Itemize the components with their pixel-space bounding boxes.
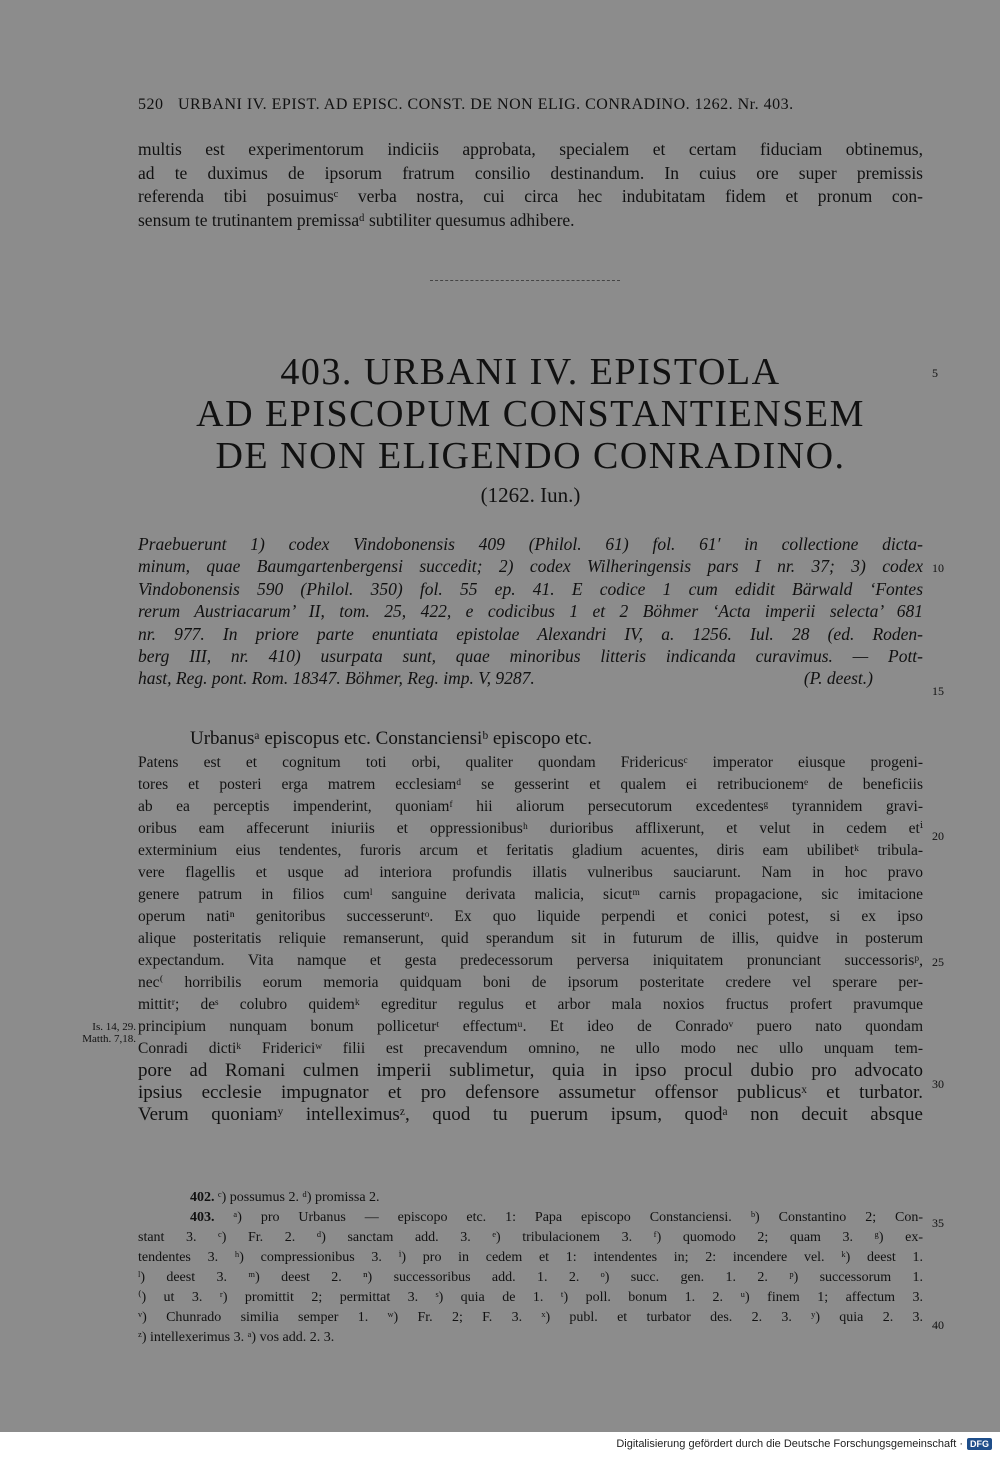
page-number: 520 [138,96,164,113]
note-text: ᵃ) pro Urbanus — episcopo etc. 1: Papa episcopo Constanciensi. ᵇ) Constantino 2; Con- [233,1210,924,1225]
preface-line: berg III, nr. 410) usurpata sunt, quae minoribus litteris indicanda curavimus. — Pott- [138,646,923,667]
body-line: principium nunquam bonum polliceturᵗ effectumᵘ. Et ideo de Conradoᵛ puero nato quondam [138,1018,923,1035]
note-line: tendentes 3. ʰ) compressionibus 3. ⁱ) pro in cedem et 1: intendentes in; 2: incendere vel. ᵏ) deest 1. [138,1250,923,1265]
body-line: nec⁽ horribilis eorum memoria quidquam boni de ipsorum posteritate credere vel sperare per- [138,974,923,991]
running-title: URBANI IV. EPIST. AD EPISC. CONST. DE NON ELIG. CONRADINO. 1262. Nr. 403. [178,96,794,113]
text-line: ad te duximus de ipsorum fratrum consilio destinandum. In cuius ore super premissis [138,162,923,183]
line-number: 10 [932,561,944,575]
preface-line: minum, quae Baumgartenbergensi succedit; 2) codex Wilheringensis pars I nr. 37; 3) codex [138,556,923,577]
note-line: ⁽) ut 3. ʳ) promittit 2; permittat 3. ˢ) quia de 1. ᵗ) poll. bonum 1. 2. ᵘ) finem 1; affectum 3. [138,1290,923,1305]
letter-title-line-2: AD EPISCOPUM CONSTANTIENSEM [196,393,865,435]
text-line: multis est experimentorum indiciis approbata, specialem et certam fiduciam obtinemus, [138,139,923,159]
note-403-first [138,1208,923,1228]
body-line-large: ipsius ecclesie impugnator et pro defensore assumetur offensor publicusˣ et turbator. [138,1082,923,1103]
preface-line: rerum Austriacarum’ II, tom. 25, 422, e codicibus 1 et 2 Böhmer ‘Acta imperii selecta’ 681 [138,601,923,622]
section-divider [430,280,620,281]
running-header [138,96,794,114]
note-text: ᶜ) possumus 2. ᵈ) promissa 2. [218,1190,380,1205]
letter-date: (1262. Iun.) [480,483,581,507]
line-number: 5 [932,366,938,380]
dfg-logo: DFG [967,1438,992,1450]
text-line: referenda tibi posuimusᶜ verba nostra, cui circa hec indubitatam fidem et pronum con- [138,186,923,207]
preface-line: Praebuerunt 1) codex Vindobonensis 409 (Philol. 61) fol. 61′ in collectione dicta- [138,534,923,554]
salutation: Urbanusᵃ episcopus etc. Constanciensiᵇ episcopo etc. [190,728,593,749]
body-line: Conradi dictiᵏ Fridericiʷ filii est precavendum omnino, ne ullo modo nec ullo unquam tem- [138,1040,923,1057]
letter-title-line-1: 403. URBANI IV. EPISTOLA [280,351,781,393]
potthast-note: (P. deest.) [803,668,873,689]
margin-ref-line: Matth. 7,18. [82,1033,136,1045]
preface-last-text: hast, Reg. pont. Rom. 18347. Böhmer, Reg. imp. V, 9287. [138,668,535,689]
previous-letter-ending [138,138,923,232]
letter-title-line-3: DE NON ELIGENDO CONRADINO. [215,435,846,477]
note-line: stant 3. ᶜ) Fr. 2. ᵈ) sanctam add. 3. ᵉ) tribulacionem 3. ᶠ) quomodo 2; quam 3. ᵍ) ex- [138,1230,923,1245]
text-line: sensum te trutinantem premissaᵈ subtiliter quesumus adhibere. [138,209,575,230]
note-number: 402. [190,1190,215,1205]
line-number: 15 [932,684,944,698]
margin-ref-line: Is. 14, 29. [92,1021,136,1033]
body-line: ab ea perceptis impenderint, quoniamᶠ hii aliorum persecutorum excedentesᵍ tyrannidem gravi- [138,798,923,815]
preface-line-last [138,667,923,689]
line-number: 25 [932,955,944,969]
editorial-preface [138,533,923,690]
note-line-last: ᶻ) intellexerimus 3. ᵃ) vos add. 2. 3. [138,1330,335,1345]
body-line: mittitʳ; deˢ colubro quidemᵏ egreditur regulus et arbor mala noxios fructus profert pravumque [138,996,923,1013]
body-line: vere flagellis et usque ad interiora profundis illatis vulneribus sauciarunt. Nam in hoc pravo [138,864,923,881]
line-number: 30 [932,1077,944,1091]
letter-body [138,752,923,1126]
note-number: 403. [190,1210,215,1225]
line-number: 40 [932,1318,944,1332]
line-number: 35 [932,1216,944,1230]
body-line: oribus eam affecerunt iniuriis et oppressionibusʰ durioribus afflixerunt, et velut in cedem etⁱ [138,820,923,837]
note-402 [138,1188,923,1208]
body-line-large: Verum quoniamʸ intelleximusᶻ, quod tu puerum ipsum, quodᵃ non decuit absque [138,1104,923,1125]
body-line: operum natiⁿ genitoribus successeruntᵒ. Ex quo liquide perpendi et conici potest, si ex ipso [138,908,923,925]
preface-line: nr. 977. In priore parte enuntiata epistolae Alexandri IV, a. 1256. Iul. 28 (ed. Roden- [138,623,923,644]
body-line: alique posteritatis reliquie remanserunt, quid sperandum sit in futurum de illis, quidve in posterum [138,930,923,947]
body-line: expectandum. Vita namque et gesta predecessorum perversa iniquitatem pronunciant successorisᵖ, [138,952,923,969]
preface-line: Vindobonensis 590 (Philol. 350) fol. 55 ep. 41. E codice 1 cum edidit Bärwald ‘Fontes [138,578,923,599]
body-line-large: pore ad Romani culmen imperii sublimetur, quia in ipso procul dubio pro advocato [138,1060,923,1081]
body-line: tores et posteri erga matrem ecclesiamᵈ se gesserint et qualem ei retribucionemᵉ de beneficiis [138,776,923,793]
body-line: genere patrum in filios cumˡ sanguine derivata malicia, sicutᵐ carnis propagacione, sic imitacione [138,886,923,903]
footer-text: Digitalisierung gefördert durch die Deutsche Forschungsgemeinschaft · [616,1438,963,1450]
line-number: 20 [932,829,944,843]
body-line: Patens est et cognitum toti orbi, qualiter quondam Fridericusᶜ imperator eiusque progeni- [138,754,923,771]
margin-scripture-reference [70,1021,136,1045]
note-line: ᵛ) Chunrado similia semper 1. ʷ) Fr. 2; F. 3. ˣ) publ. et turbator des. 2. 3. ʸ) quia 2. 3. [138,1310,923,1325]
critical-apparatus [138,1188,923,1348]
body-line: exterminium eius tendentes, furoris arcum et feritatis gladium acuentes, diris eam ubilibetᵏ tribula- [138,842,923,859]
note-line: ˡ) deest 3. ᵐ) deest 2. ⁿ) successoribus add. 1. 2. ᵒ) succ. gen. 1. 2. ᵖ) successorum 1. [138,1270,923,1285]
digitization-footer [616,1438,992,1450]
